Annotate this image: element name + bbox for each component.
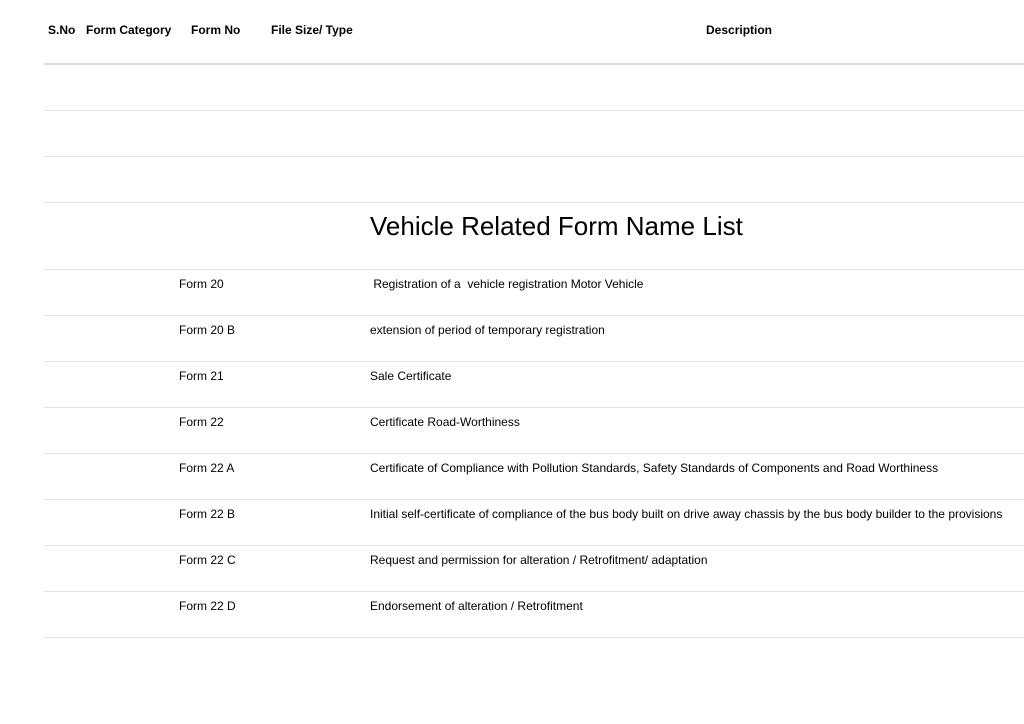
description-cell: Certificate of Compliance with Pollution Standards, Safety Standards of Components and Road Worthiness <box>370 461 939 475</box>
section-title-row <box>44 203 1024 270</box>
header-form-no: Form No <box>191 23 241 37</box>
description-cell: extension of period of temporary registration <box>370 323 605 337</box>
table-row <box>44 408 1024 454</box>
empty-row <box>44 111 1024 157</box>
form-no-cell: Form 20 B <box>179 323 236 337</box>
description-cell: Request and permission for alteration / Retrofitment/ adaptation <box>370 553 708 567</box>
form-no-cell: Form 22 B <box>179 507 236 521</box>
form-no-cell: Form 22 A <box>179 461 235 475</box>
table-row <box>44 270 1024 316</box>
form-no-cell: Form 20 <box>179 277 224 291</box>
table-header <box>44 0 1024 65</box>
table-row <box>44 500 1024 546</box>
table-row <box>44 454 1024 500</box>
header-file-size: File Size/ Type <box>271 23 353 37</box>
table-row <box>44 362 1024 408</box>
description-cell: Registration of a vehicle registration Motor Vehicle <box>370 277 644 291</box>
form-no-cell: Form 22 D <box>179 599 236 613</box>
table-body <box>44 65 1024 638</box>
description-cell: Certificate Road-Worthiness <box>370 415 520 429</box>
empty-row <box>44 157 1024 203</box>
table-row <box>44 546 1024 592</box>
form-no-cell: Form 22 <box>179 415 224 429</box>
form-no-cell: Form 21 <box>179 369 224 383</box>
header-description: Description <box>706 23 773 37</box>
table-row <box>44 592 1024 638</box>
description-cell: Endorsement of alteration / Retrofitment <box>370 599 583 613</box>
table-row <box>44 316 1024 362</box>
description-cell: Initial self-certificate of compliance of the bus body built on drive away chassis by the bus body builder to the provisions <box>370 507 1003 521</box>
section-title: Vehicle Related Form Name List <box>370 211 743 241</box>
empty-row <box>44 65 1024 111</box>
header-sno: S.No <box>48 23 76 37</box>
form-no-cell: Form 22 C <box>179 553 236 567</box>
header-form-category: Form Category <box>86 23 172 37</box>
description-cell: Sale Certificate <box>370 369 452 383</box>
